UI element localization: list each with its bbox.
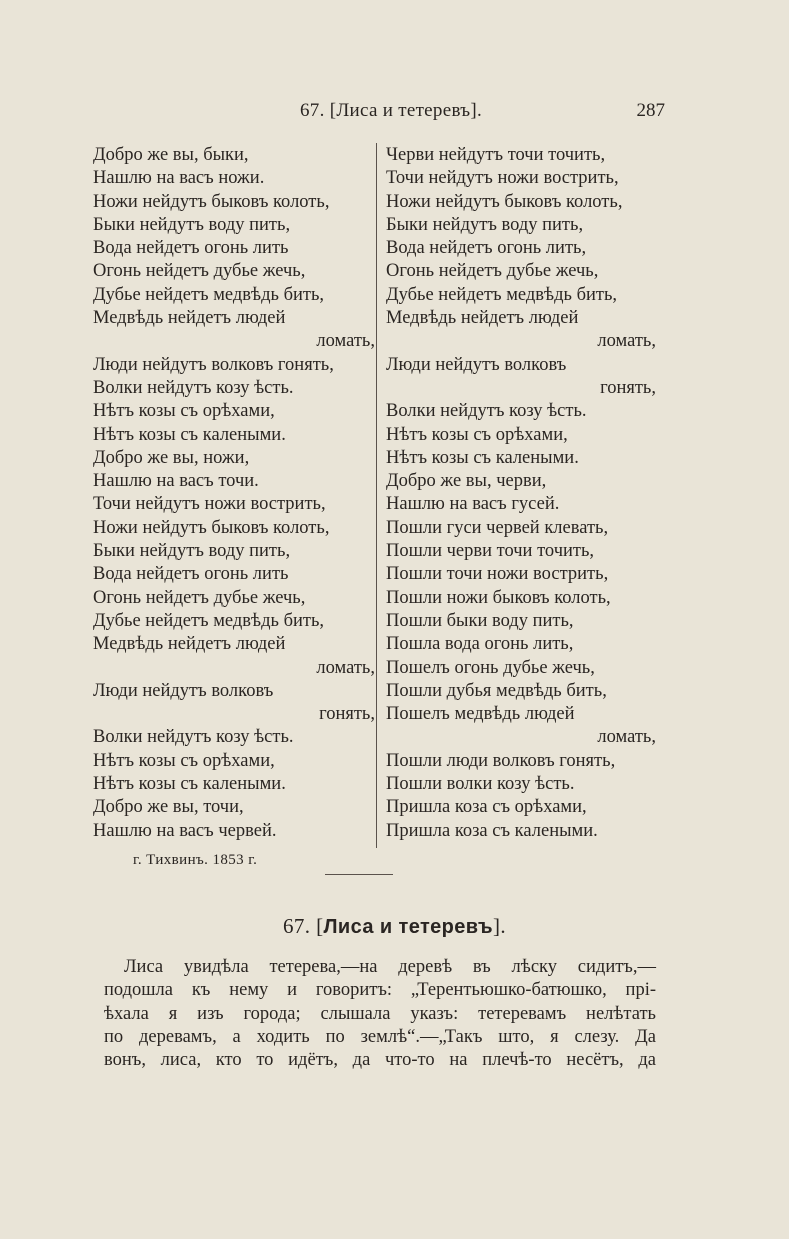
section-rule xyxy=(325,874,393,875)
place-date-signature: г. Тихвинъ. 1853 г. xyxy=(133,852,258,868)
verse-line: Пошли быки воду пить, xyxy=(386,610,574,631)
verse-line: Люди нейдутъ волковъ гонять, xyxy=(93,354,334,375)
verse-line: гонять, xyxy=(319,704,375,725)
page-header xyxy=(95,100,665,124)
story-title-bracket-close: ]. xyxy=(492,914,507,938)
verse-line: Нѣтъ козы съ калеными. xyxy=(93,774,286,795)
verse-line: Быки нейдутъ воду пить, xyxy=(386,214,584,235)
verse-line: Пришла коза съ орѣхами, xyxy=(386,797,587,818)
verse-line: Добро же вы, точи, xyxy=(93,797,244,818)
verse-line: Нашлю на васъ точи. xyxy=(93,471,259,492)
verse-line: Медвѣдь нейдетъ людей xyxy=(93,308,286,329)
verse-line: Нѣтъ козы съ калеными. xyxy=(386,447,579,468)
verse-line: Волки нейдутъ козу ѣсть. xyxy=(93,727,294,748)
verse-line: Пришла коза съ калеными. xyxy=(386,820,598,841)
verse-line: Нашлю на васъ ножи. xyxy=(93,168,265,189)
column-divider xyxy=(376,143,377,848)
verse-line: Точи нейдутъ ножи вострить, xyxy=(386,168,619,189)
verse-line: Точи нейдутъ ножи вострить, xyxy=(93,494,326,515)
verse-line: Вода нейдетъ огонь лить xyxy=(93,564,289,585)
verse-line: Пошли черви точи точить, xyxy=(386,541,595,562)
verse-line: Вода нейдетъ огонь лить xyxy=(93,238,289,259)
verse-line: ломать, xyxy=(316,657,375,678)
verse-line: Дубье нейдетъ медвѣдь бить, xyxy=(386,284,618,305)
verse-line: Добро же вы, ножи, xyxy=(93,447,250,468)
verse-line: Нашлю на васъ червей. xyxy=(93,820,277,841)
verse-line: Люди нейдутъ волковъ xyxy=(386,354,567,375)
verse-line: Нѣтъ козы съ орѣхами, xyxy=(93,401,275,422)
prose-line: Лиса увидѣла тетерева,—на деревѣ въ лѣску сидитъ,— xyxy=(124,957,656,977)
verse-line: Пошелъ медвѣдь людей xyxy=(386,704,575,725)
verse-line: Ножи нейдутъ быковъ колоть, xyxy=(386,191,623,212)
verse-line: Пошли дубья медвѣдь бить, xyxy=(386,680,607,701)
story-title-number: 67. xyxy=(282,914,311,938)
verse-line: Медвѣдь нейдетъ людей xyxy=(93,634,286,655)
verse-line: Быки нейдутъ воду пить, xyxy=(93,541,291,562)
story-title xyxy=(0,914,789,939)
verse-line: Нѣтъ козы съ орѣхами, xyxy=(386,424,568,445)
prose-line: подошла къ нему и говоритъ: „Терентьюшко-батюшко, прі- xyxy=(104,980,656,1001)
verse-line: Пошла вода огонь лить, xyxy=(386,634,574,655)
verse-line: Волки нейдутъ козу ѣсть. xyxy=(386,401,587,422)
verse-line: Пошли волки козу ѣсть. xyxy=(386,774,575,795)
verse-line: ломать, xyxy=(316,331,375,352)
verse-line: гонять, xyxy=(600,377,656,398)
page-number: 287 xyxy=(636,100,665,121)
prose-line: ѣхала я изъ города; слышала указъ: тетеревамъ нелѣтать xyxy=(104,1003,656,1024)
verse-line: Вода нейдетъ огонь лить, xyxy=(386,238,587,259)
verse-line: Черви нейдутъ точи точить, xyxy=(386,145,606,165)
verse-line: Пошли гуси червей клевать, xyxy=(386,517,609,538)
verse-line: Пошли точи ножи вострить, xyxy=(386,564,609,585)
verse-line: Пошелъ огонь дубье жечь, xyxy=(386,657,595,678)
verse-line: ломать, xyxy=(597,331,656,352)
verse-line: Люди нейдутъ волковъ xyxy=(93,680,274,701)
story-title-text: Лиса и тетеревъ xyxy=(323,916,493,938)
verse-line: Ножи нейдутъ быковъ колоть, xyxy=(93,191,330,212)
verse-line: Дубье нейдетъ медвѣдь бить, xyxy=(93,284,325,305)
verse-line: Дубье нейдетъ медвѣдь бить, xyxy=(93,610,325,631)
verse-line: Огонь нейдетъ дубье жечь, xyxy=(93,261,306,282)
prose-line: вонъ, лиса, кто то идётъ, да что-то на плечѣ-то несётъ, да xyxy=(104,1050,656,1071)
verse-column-right xyxy=(386,144,656,843)
story-title-bracket-open: [ xyxy=(316,914,324,938)
verse-line: Добро же вы, быки, xyxy=(93,145,249,165)
prose-line: по деревамъ, а ходить по землѣ“.—„Такъ што, я слезу. Да xyxy=(104,1026,656,1047)
verse-line: Огонь нейдетъ дубье жечь, xyxy=(93,587,306,608)
verse-line: ломать, xyxy=(597,727,656,748)
running-title: 67. [Лиса и тетеревъ]. xyxy=(300,100,483,121)
verse-line: Пошли ножи быковъ колоть, xyxy=(386,587,611,608)
verse-line: Нѣтъ козы съ калеными. xyxy=(93,424,286,445)
verse-line: Нашлю на васъ гусей. xyxy=(386,494,560,515)
verse-line: Нѣтъ козы съ орѣхами, xyxy=(93,750,275,771)
story-text xyxy=(104,956,656,1072)
verse-line: Волки нейдутъ козу ѣсть. xyxy=(93,377,294,398)
verse-line: Добро же вы, черви, xyxy=(386,471,547,492)
verse-line: Ножи нейдутъ быковъ колоть, xyxy=(93,517,330,538)
verse-line: Пошли люди волковъ гонять, xyxy=(386,750,616,771)
verse-line: Медвѣдь нейдетъ людей xyxy=(386,308,579,329)
verse-line: Быки нейдутъ воду пить, xyxy=(93,214,291,235)
verse-line: Огонь нейдетъ дубье жечь, xyxy=(386,261,599,282)
verse-column-left xyxy=(93,144,375,843)
